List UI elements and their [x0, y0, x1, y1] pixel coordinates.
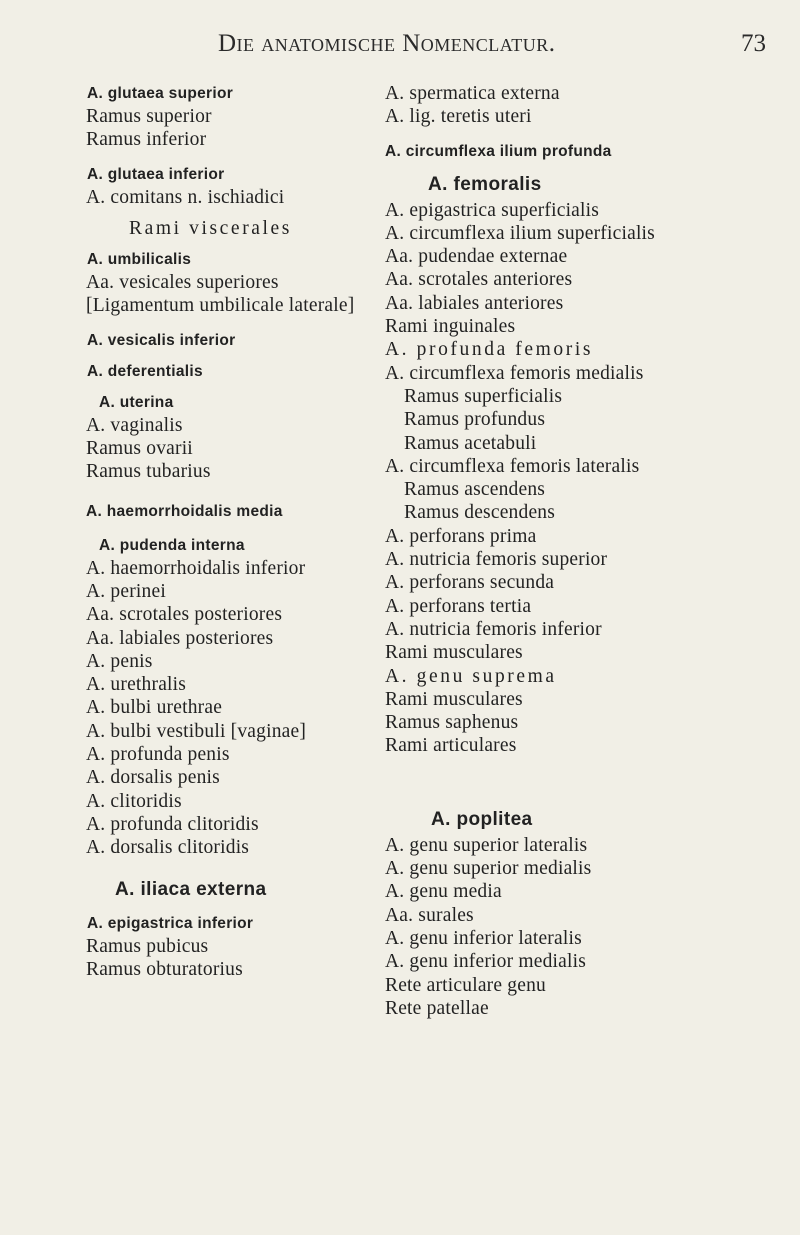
entry: Aa. scrotales anteriores — [385, 269, 573, 291]
entry: A. genu inferior medialis — [385, 951, 587, 973]
entry: Ramus profundus — [404, 409, 546, 431]
entry: A. spermatica externa — [385, 83, 560, 104]
entry: A. nutricia femoris superior — [385, 549, 608, 571]
subheading: A. glutaea superior — [87, 85, 234, 102]
entry: Rami musculares — [385, 688, 523, 710]
entry: A. genu inferior lateralis — [385, 927, 582, 949]
entry: A. penis — [86, 650, 153, 672]
entry: Ramus ascendens — [404, 479, 546, 501]
entry: A. perforans tertia — [385, 595, 532, 617]
entry: Aa. pudendae externae — [385, 246, 568, 268]
entry: Aa. labiales posteriores — [86, 627, 274, 649]
entry: Rami articulares — [385, 735, 517, 757]
entry: Ramus saphenus — [385, 712, 519, 734]
entry: A. haemorrhoidalis inferior — [86, 557, 306, 579]
entry: Aa. labiales anteriores — [385, 292, 564, 314]
entry: Ramus superior — [86, 106, 212, 127]
entry: A. clitoridis — [86, 790, 182, 812]
entry: A. perforans prima — [385, 525, 537, 547]
subheading: A. glutaea inferior — [87, 165, 225, 183]
right-column — [385, 82, 785, 1020]
entry: Aa. scrotales posteriores — [86, 604, 283, 626]
entry: Ramus inferior — [86, 129, 207, 151]
entry: Rete articulare genu — [385, 974, 546, 996]
entry: A. dorsalis clitoridis — [86, 837, 250, 859]
entry: A. urethralis — [86, 674, 187, 696]
section-heading: A. poplitea — [431, 808, 533, 830]
entry: A. perforans secunda — [385, 572, 555, 594]
entry: A. nutricia femoris inferior — [385, 618, 602, 640]
section-heading: A. femoralis — [428, 173, 542, 195]
entry: A. lig. teretis uteri — [385, 106, 532, 128]
entry: Ramus descendens — [404, 502, 556, 524]
group-heading: Rami viscerales — [129, 217, 292, 239]
entry: Ramus superficialis — [404, 385, 563, 407]
entry: A. bulbi vestibuli [vaginae] — [86, 720, 307, 742]
subheading: A. circumflexa ilium profunda — [385, 142, 612, 160]
entry: A. genu media — [385, 881, 502, 903]
subheading: A. haemorrhoidalis media — [86, 502, 283, 520]
entry: A. bulbi urethrae — [86, 697, 223, 719]
subheading: A. uterina — [99, 393, 174, 411]
entry: A. profunda femoris — [385, 339, 594, 361]
running-title: Die anatomische Nomenclatur. — [218, 30, 556, 57]
entry: Aa. surales — [385, 904, 474, 926]
entry: Ramus obturatorius — [86, 958, 243, 980]
entry: A. perinei — [86, 580, 166, 602]
entry: A. circumflexa ilium superficialis — [385, 222, 655, 244]
subheading: A. pudenda interna — [99, 536, 245, 554]
entry: A. circumflexa femoris medialis — [385, 362, 644, 384]
entry: Ramus acetabuli — [404, 432, 537, 454]
subheading: A. umbilicalis — [87, 251, 192, 269]
entry: A. genu suprema — [385, 665, 557, 687]
left-column — [86, 82, 386, 981]
entry: [Ligamentum umbilicale laterale] — [86, 295, 355, 317]
entry: A. genu superior lateralis — [385, 834, 588, 856]
page-number: 73 — [741, 30, 766, 57]
entry: A. profunda penis — [86, 744, 230, 766]
entry: Ramus pubicus — [86, 935, 209, 957]
entry: Aa. vesicales superiores — [86, 272, 279, 294]
entry: Rami musculares — [385, 642, 523, 664]
entry: Rete patellae — [385, 997, 489, 1019]
subheading: A. vesicalis inferior — [87, 331, 236, 349]
section-heading: A. iliaca externa — [115, 878, 267, 900]
subheading: A. deferentialis — [87, 362, 203, 380]
entry: A. circumflexa femoris lateralis — [385, 455, 640, 477]
entry: A. comitans n. ischiadici — [86, 186, 285, 208]
entry: A. epigastrica superficialis — [385, 199, 600, 221]
entry: A. dorsalis penis — [86, 767, 220, 789]
entry: Ramus ovarii — [86, 438, 193, 460]
entry: A. vaginalis — [86, 414, 183, 436]
entry: Ramus tubarius — [86, 461, 211, 483]
entry: A. genu superior medialis — [385, 858, 592, 880]
entry: Rami inguinales — [385, 316, 516, 338]
entry: A. profunda clitoridis — [86, 813, 259, 835]
page-header — [0, 30, 800, 62]
subheading: A. epigastrica inferior — [87, 914, 254, 932]
